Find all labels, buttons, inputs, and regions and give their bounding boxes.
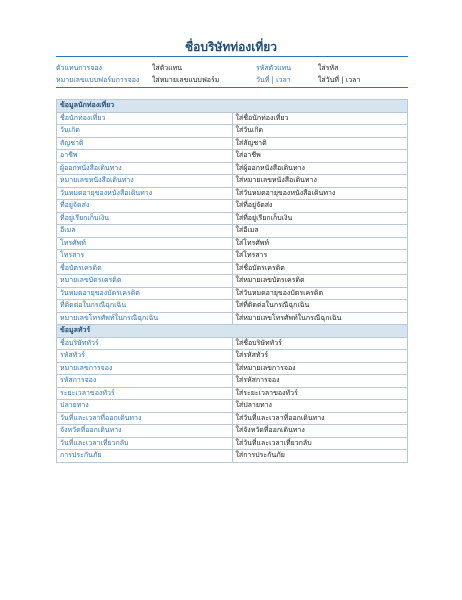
table-row xyxy=(57,125,408,138)
header-row-agent xyxy=(56,63,408,74)
table-row xyxy=(57,237,408,250)
header-value[interactable]: ใส่ตัวแทน xyxy=(152,64,183,72)
field-value[interactable]: ใส่ชื่อบริษัททัวร์ xyxy=(232,337,408,350)
field-label: วันหมดอายุของหนังสือเดินทาง xyxy=(57,187,233,200)
field-label: ระยะเวลาของทัวร์ xyxy=(57,387,233,400)
header-value[interactable]: ใส่หมายเลขแบบฟอร์ม xyxy=(152,76,220,84)
header-value[interactable]: ใส่วันที่ | เวลา xyxy=(318,76,361,84)
table-row xyxy=(57,437,408,450)
field-label: วันที่และเวลาเที่ยวกลับ xyxy=(57,437,233,450)
section-heading: ข้อมูลนักท่องเที่ยว xyxy=(57,100,408,113)
field-value[interactable]: ใส่หมายเลขบัตรเครดิต xyxy=(232,275,408,288)
section-heading: ข้อมูลทัวร์ xyxy=(57,325,408,338)
field-value[interactable]: ใส่จังหวัดที่ออกเดินทาง xyxy=(232,425,408,438)
title-divider xyxy=(56,56,408,57)
table-row xyxy=(57,275,408,288)
field-value[interactable]: ใส่วันหมดอายุของหนังสือเดินทาง xyxy=(232,187,408,200)
table-row xyxy=(57,200,408,213)
table-row xyxy=(57,387,408,400)
table-row xyxy=(57,400,408,413)
header-value[interactable]: ใส่รหัส xyxy=(318,64,339,72)
field-value[interactable]: ใส่หมายเลขโทรศัพท์ในกรณีฉุกเฉิน xyxy=(232,312,408,325)
field-value[interactable]: ใส่ผู้ออกหนังสือเดินทาง xyxy=(232,162,408,175)
field-label: ชื่อบริษัททัวร์ xyxy=(57,337,233,350)
field-label: หมายเลขโทรศัพท์ในกรณีฉุกเฉิน xyxy=(57,312,233,325)
table-row xyxy=(57,287,408,300)
header-divider xyxy=(56,87,408,88)
field-label: สัญชาติ xyxy=(57,137,233,150)
field-value[interactable]: ใส่หมายเลขการจอง xyxy=(232,362,408,375)
field-label: หมายเลขบัตรเครดิต xyxy=(57,275,233,288)
header-label: วันที่ | เวลา xyxy=(256,76,291,84)
field-label: หมายเลขหนังสือเดินทาง xyxy=(57,175,233,188)
field-value[interactable]: ใส่ชื่อนักท่องเที่ยว xyxy=(232,112,408,125)
field-value[interactable]: ใส่ที่อยู่เรียกเก็บเงิน xyxy=(232,212,408,225)
field-value[interactable]: ใส่สัญชาติ xyxy=(232,137,408,150)
table-row xyxy=(57,425,408,438)
field-value[interactable]: ใส่ชื่อบัตรเครดิต xyxy=(232,262,408,275)
field-label: วันเกิด xyxy=(57,125,233,138)
document-title: ชื่อบริษัทท่องเที่ยว xyxy=(185,40,277,54)
table-row xyxy=(57,262,408,275)
field-label: ที่ติดต่อในกรณีฉุกเฉิน xyxy=(57,300,233,313)
table-row xyxy=(57,362,408,375)
table-row xyxy=(57,450,408,463)
field-label: ผู้ออกหนังสือเดินทาง xyxy=(57,162,233,175)
table-row xyxy=(57,312,408,325)
field-label: ชื่อบัตรเครดิต xyxy=(57,262,233,275)
field-value[interactable]: ใส่โทรศัพท์ xyxy=(232,237,408,250)
table-row xyxy=(57,212,408,225)
table-row xyxy=(57,350,408,363)
header-label: ตัวแทนการจอง xyxy=(56,64,103,72)
field-label: วันหมดอายุของบัตรเครดิต xyxy=(57,287,233,300)
section-header-row xyxy=(57,325,408,338)
field-label: การประกันภัย xyxy=(57,450,233,463)
field-label: อาชีพ xyxy=(57,150,233,163)
field-label: หมายเลขการจอง xyxy=(57,362,233,375)
field-label: โทรสาร xyxy=(57,250,233,263)
field-value[interactable]: ใส่วันที่และเวลาเที่ยวกลับ xyxy=(232,437,408,450)
field-label: อีเมล xyxy=(57,225,233,238)
table-row xyxy=(57,300,408,313)
section-header-row xyxy=(57,100,408,113)
field-label: ที่อยู่เรียกเก็บเงิน xyxy=(57,212,233,225)
field-value[interactable]: ใส่ระยะเวลาของทัวร์ xyxy=(232,387,408,400)
field-value[interactable]: ใส่วันที่และเวลาที่ออกเดินทาง xyxy=(232,412,408,425)
header-label: รหัสตัวแทน xyxy=(256,64,292,72)
table-row xyxy=(57,250,408,263)
table-row xyxy=(57,137,408,150)
field-label: รหัสทัวร์ xyxy=(57,350,233,363)
field-value[interactable]: ใส่อีเมล xyxy=(232,225,408,238)
field-label: โทรศัพท์ xyxy=(57,237,233,250)
table-row xyxy=(57,337,408,350)
table-row xyxy=(57,162,408,175)
field-label: ชื่อนักท่องเที่ยว xyxy=(57,112,233,125)
field-value[interactable]: ใส่ที่อยู่จัดส่ง xyxy=(232,200,408,213)
field-value[interactable]: ใส่รหัสทัวร์ xyxy=(232,350,408,363)
field-value[interactable]: ใส่วันหมดอายุของบัตรเครดิต xyxy=(232,287,408,300)
table-row xyxy=(57,150,408,163)
field-value[interactable]: ใส่ที่ติดต่อในกรณีฉุกเฉิน xyxy=(232,300,408,313)
header-label: หมายเลขแบบฟอร์มการจอง xyxy=(56,76,140,84)
field-label: ปลายทาง xyxy=(57,400,233,413)
table-row xyxy=(57,112,408,125)
field-value[interactable]: ใส่อาชีพ xyxy=(232,150,408,163)
table-row xyxy=(57,412,408,425)
field-value[interactable]: ใส่วันเกิด xyxy=(232,125,408,138)
field-label: ที่อยู่จัดส่ง xyxy=(57,200,233,213)
header-row-form-number xyxy=(56,75,408,86)
field-value[interactable]: ใส่โทรสาร xyxy=(232,250,408,263)
table-row xyxy=(57,375,408,388)
field-label: รหัสการจอง xyxy=(57,375,233,388)
table-row xyxy=(57,225,408,238)
field-value[interactable]: ใส่ปลายทาง xyxy=(232,400,408,413)
table-row xyxy=(57,187,408,200)
field-label: วันที่และเวลาที่ออกเดินทาง xyxy=(57,412,233,425)
field-value[interactable]: ใส่หมายเลขหนังสือเดินทาง xyxy=(232,175,408,188)
field-value[interactable]: ใส่รหัสการจอง xyxy=(232,375,408,388)
field-value[interactable]: ใส่การประกันภัย xyxy=(232,450,408,463)
booking-details-table xyxy=(56,99,408,463)
field-label: จังหวัดที่ออกเดินทาง xyxy=(57,425,233,438)
table-row xyxy=(57,175,408,188)
